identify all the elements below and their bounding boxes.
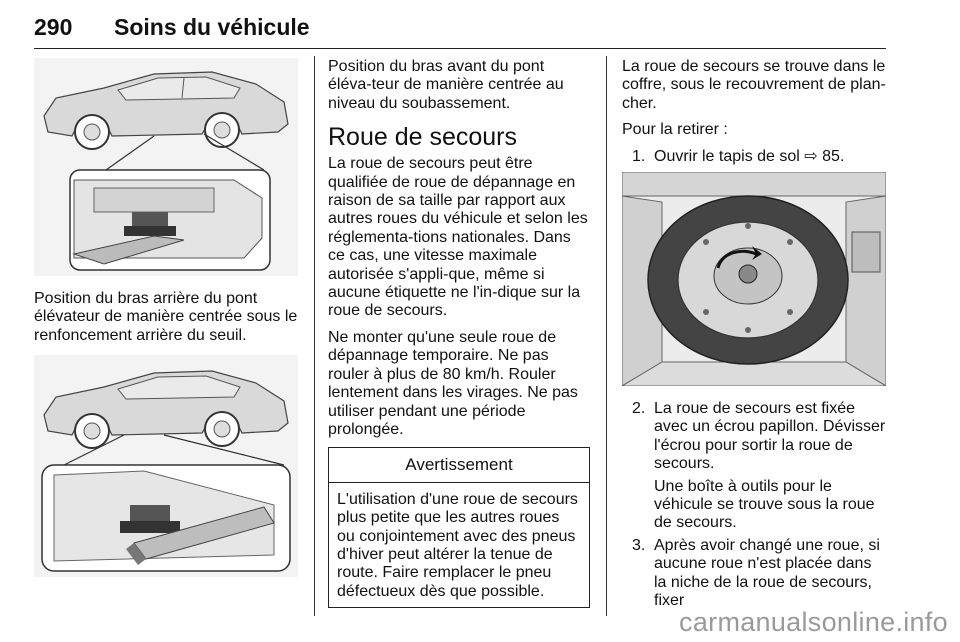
step-2	[622, 400, 886, 533]
removal-intro: Pour la retirer :	[622, 121, 728, 139]
rear-lift-caption: Position du bras arrière du pont élévateur de manière centrée sous le renfoncement arrière du seuil.	[34, 290, 298, 344]
spare-wheel-paragraph-2: Ne monter qu'une seule roue de dépannage temporaire. Ne pas rouler à plus de 80 km/h. Rouler lentement dans les virages. Ne pas utiliser pendant une période prolongée.	[328, 328, 578, 438]
step-3	[622, 537, 886, 611]
warning-title: Avertissement	[329, 448, 589, 482]
step-text: La roue de secours est fixée avec un écrou papillon. Dévisser l'écrou pour sortir la roue de secours.	[654, 400, 886, 473]
section-title: Soins du véhicule	[114, 14, 310, 40]
front-lift-caption: Position du bras avant du pont éléva-teur de manière centrée au niveau du soubassement.	[328, 58, 564, 112]
column-divider-2	[606, 56, 607, 616]
rear-lift-illustration	[34, 58, 298, 276]
step-number: 1.	[632, 147, 646, 165]
step-number: 2.	[632, 400, 646, 418]
page-header	[34, 8, 886, 49]
removal-steps	[622, 148, 886, 166]
step-1	[622, 148, 886, 166]
spare-wheel-svg	[622, 172, 886, 386]
step-text: Après avoir changé une roue, si aucune roue n'est placée dans la niche de la roue de secours, fixer	[654, 536, 880, 610]
warning-text: L'utilisation d'une roue de secours plus petite que les autres roues ou conjointement avec des pneus d'hiver peut altérer la tenue de route. Faire remplacer le pneu défectueux dès que possible.	[337, 490, 578, 600]
page-number: 290	[34, 14, 73, 40]
column-divider-1	[314, 56, 315, 616]
spare-wheel-paragraph-1: La roue de secours peut être qualifiée de roue de dépannage en raison de sa taille par rapport aux autres roues du véhicule et selon les réglementa-tions nationales. Dans ce cas, une vitesse maximale autorisée s'appli-que, même si aucune étiquette ne l'in-dique sur la roue de secours.	[328, 155, 588, 320]
middle-column	[328, 58, 590, 608]
front-lift-illustration	[34, 355, 298, 577]
rear-lift-svg	[34, 58, 298, 276]
watermark: carmanualsonline.info	[679, 607, 948, 637]
location-paragraph: La roue de secours se trouve dans le coffre, sous le recouvrement de plan-cher.	[622, 58, 886, 112]
step-number: 3.	[632, 536, 646, 554]
left-column	[34, 58, 298, 577]
warning-box	[328, 447, 590, 608]
page-reference-arrow-icon: ⇨	[804, 147, 818, 165]
removal-steps-continued	[622, 400, 886, 610]
right-column	[622, 58, 886, 615]
step-note: Une boîte à outils pour le véhicule se trouve sous la roue de secours.	[654, 477, 875, 532]
page-reference: 85.	[822, 147, 845, 165]
spare-wheel-illustration	[622, 172, 886, 386]
spare-wheel-heading: Roue de secours	[328, 123, 518, 152]
step-text: Ouvrir le tapis de sol	[654, 147, 800, 165]
front-lift-svg	[34, 355, 298, 577]
